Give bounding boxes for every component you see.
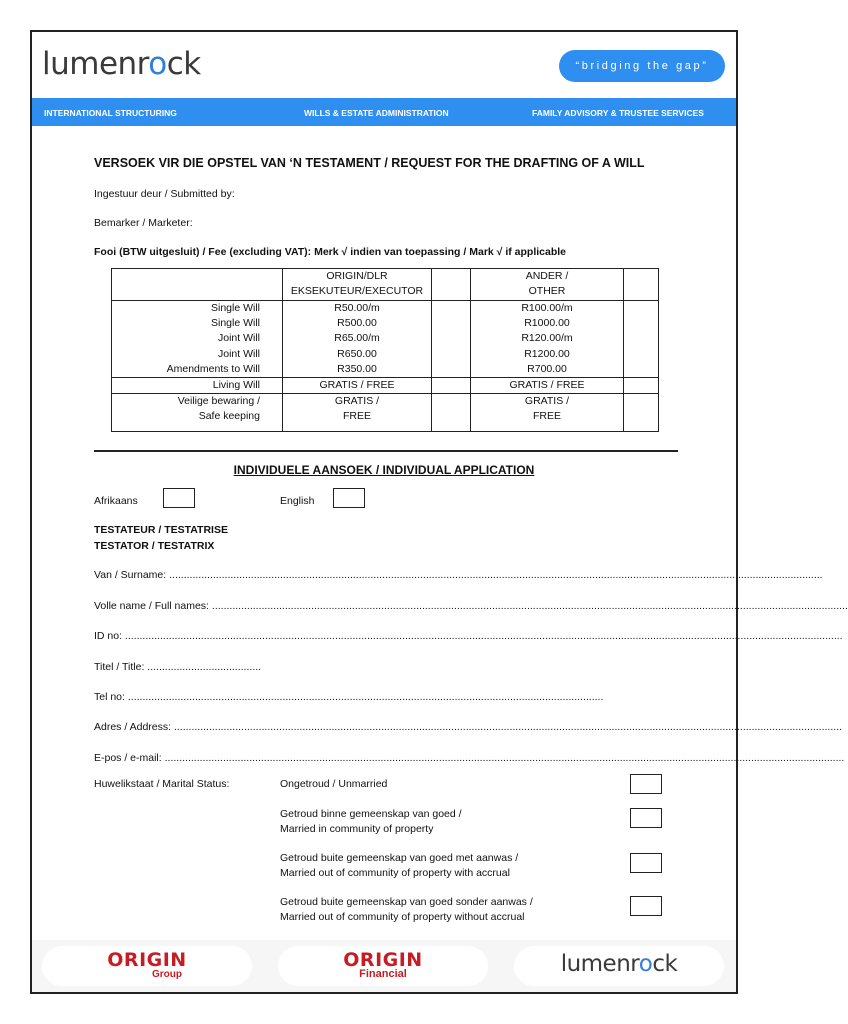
tel-no-label: Tel no: [94, 691, 125, 703]
marital-option-without-accrual: Getroud buite gemeenskap van goed sonder aanwas / Married out of community of property without accrual [280, 896, 533, 923]
origin-group-name: ORIGIN [107, 949, 187, 971]
fee-origin-value: R65.00/m [334, 332, 380, 345]
origin-group-logo [42, 946, 252, 986]
fee-origin-checkbox[interactable] [432, 301, 471, 378]
nav-family-advisory: FAMILY ADVISORY & TRUSTEE SERVICES [532, 108, 704, 118]
fee-row-label: Single Will [210, 302, 260, 314]
fee-row-label: Veilige bewaring / Safe keeping [112, 394, 283, 432]
fee-header-blank [112, 269, 283, 301]
fee-note: Fooi (BTW uitgesluit) / Fee (excluding VAT): Merk √ indien van toepassing / Mark √ if applicable [94, 246, 567, 258]
logo-text-a: lumenr [42, 46, 149, 82]
testator-heading-1: TESTATEUR / TESTATRISE [94, 524, 228, 536]
footer-logos [32, 940, 736, 992]
fee-other-value: GRATIS / FREE [471, 394, 624, 432]
fee-row-label: Joint Will [217, 332, 260, 345]
address-label: Adres / Address: [94, 721, 172, 733]
email-field[interactable]: E-pos / e-mail: ......................................................................................................................................................................................................................................... [94, 752, 845, 764]
id-no-label: ID no: [94, 630, 123, 642]
footer-logo-a: lumenr [560, 951, 639, 977]
tel-no-field[interactable]: Tel no: ................................................................................................................................................................... [94, 691, 604, 703]
fee-row-label: Amendments to Will [166, 362, 260, 375]
fee-other-checkbox[interactable] [624, 378, 659, 394]
email-label: E-pos / e-mail: [94, 752, 162, 764]
with-accrual-checkbox[interactable] [630, 853, 662, 873]
services-bar [32, 98, 736, 126]
origin-financial-sub: Financial [359, 968, 407, 980]
document-page [30, 30, 848, 994]
marital-status-label: Huwelikstaat / Marital Status: [94, 778, 230, 790]
form-title: VERSOEK VIR DIE OPSTEL VAN ‘N TESTAMENT / REQUEST FOR THE DRAFTING OF A WILL [94, 156, 645, 170]
fee-origin-value: R650.00 [337, 347, 377, 360]
surname-label: Van / Surname: [94, 569, 167, 581]
logo-text-b: ck [166, 46, 201, 82]
fee-other-value: R700.00 [527, 362, 567, 375]
fee-other-cell [471, 301, 624, 378]
fee-origin-value: GRATIS / FREE [283, 378, 432, 394]
english-label: English [280, 495, 315, 507]
fee-other-value: R100.00/m [521, 302, 573, 314]
submitted-by-field[interactable]: Ingestuur deur / Submitted by: [94, 188, 235, 200]
marketer-field[interactable]: Bemarker / Marketer: [94, 217, 193, 229]
fee-labels-cell [112, 301, 283, 378]
id-no-field[interactable]: ID no: ...................................................................................................................................................................................................................................................... [94, 630, 843, 642]
fee-origin-cell [283, 301, 432, 378]
fee-header-origin-mark [432, 269, 471, 301]
fee-table [111, 268, 659, 432]
lumenrock-logo [42, 46, 201, 82]
tagline-badge: “bridging the gap” [559, 50, 725, 82]
marital-option-unmarried: Ongetroud / Unmarried [280, 778, 388, 790]
testator-heading-2: TESTATOR / TESTATRIX [94, 540, 215, 552]
fee-other-value: R1200.00 [524, 347, 570, 360]
surname-field[interactable]: Van / Surname: ................................................................................................................................................................................................................................ [94, 569, 823, 581]
fee-origin-value: R350.00 [337, 362, 377, 375]
fee-other-value: GRATIS / FREE [471, 378, 624, 394]
nav-wills-estate: WILLS & ESTATE ADMINISTRATION [304, 108, 449, 118]
footer-lumenrock-logo [514, 946, 724, 986]
full-names-label: Volle name / Full names: [94, 600, 209, 612]
fee-other-value: R1000.00 [524, 317, 570, 330]
full-names-field[interactable]: Volle name / Full names: .......................................................................................................................................................................................................................... [94, 600, 848, 612]
without-accrual-checkbox[interactable] [630, 896, 662, 916]
footer-logo-o: o [638, 951, 653, 977]
unmarried-checkbox[interactable] [630, 774, 662, 794]
fee-other-checkbox[interactable] [624, 301, 659, 378]
fee-origin-checkbox[interactable] [432, 394, 471, 432]
in-community-checkbox[interactable] [630, 808, 662, 828]
logo-text-o: o [148, 46, 167, 82]
address-field[interactable]: Adres / Address: ..................................................................................................................................................................................................................................... [94, 721, 843, 733]
origin-group-sub: Group [152, 969, 182, 980]
fee-origin-value: GRATIS / FREE [283, 394, 432, 432]
footer-logo-b: ck [652, 951, 678, 977]
fee-origin-value: R50.00/m [334, 302, 380, 314]
fee-row-label: Joint Will [217, 347, 260, 360]
title-label: Titel / Title: [94, 661, 145, 673]
fee-row-label: Living Will [112, 378, 283, 394]
nav-international-structuring: INTERNATIONAL STRUCTURING [44, 108, 177, 118]
origin-financial-name: ORIGIN [343, 949, 423, 971]
title-field[interactable]: Titel / Title: ....................................... [94, 661, 262, 673]
marital-option-in-community: Getroud binne gemeenskap van goed / Married in community of property [280, 808, 462, 835]
fee-other-checkbox[interactable] [624, 394, 659, 432]
afrikaans-label: Afrikaans [94, 495, 138, 507]
english-checkbox[interactable] [333, 488, 365, 508]
afrikaans-checkbox[interactable] [163, 488, 195, 508]
section-divider [94, 450, 678, 452]
fee-other-value: R120.00/m [521, 332, 573, 345]
marital-option-with-accrual: Getroud buite gemeenskap van goed met aanwas / Married out of community of property with accrual [280, 852, 519, 879]
origin-financial-logo [278, 946, 488, 986]
section-heading: INDIVIDUELE AANSOEK / INDIVIDUAL APPLICATION [233, 463, 535, 477]
fee-row-label: Single Will [210, 317, 260, 330]
fee-origin-checkbox[interactable] [432, 378, 471, 394]
fee-header-other-mark [624, 269, 659, 301]
fee-header-origin: ORIGIN/DLR EKSEKUTEUR/EXECUTOR [283, 269, 432, 301]
fee-origin-value: R500.00 [337, 317, 377, 330]
fee-header-other: ANDER / OTHER [471, 269, 624, 301]
